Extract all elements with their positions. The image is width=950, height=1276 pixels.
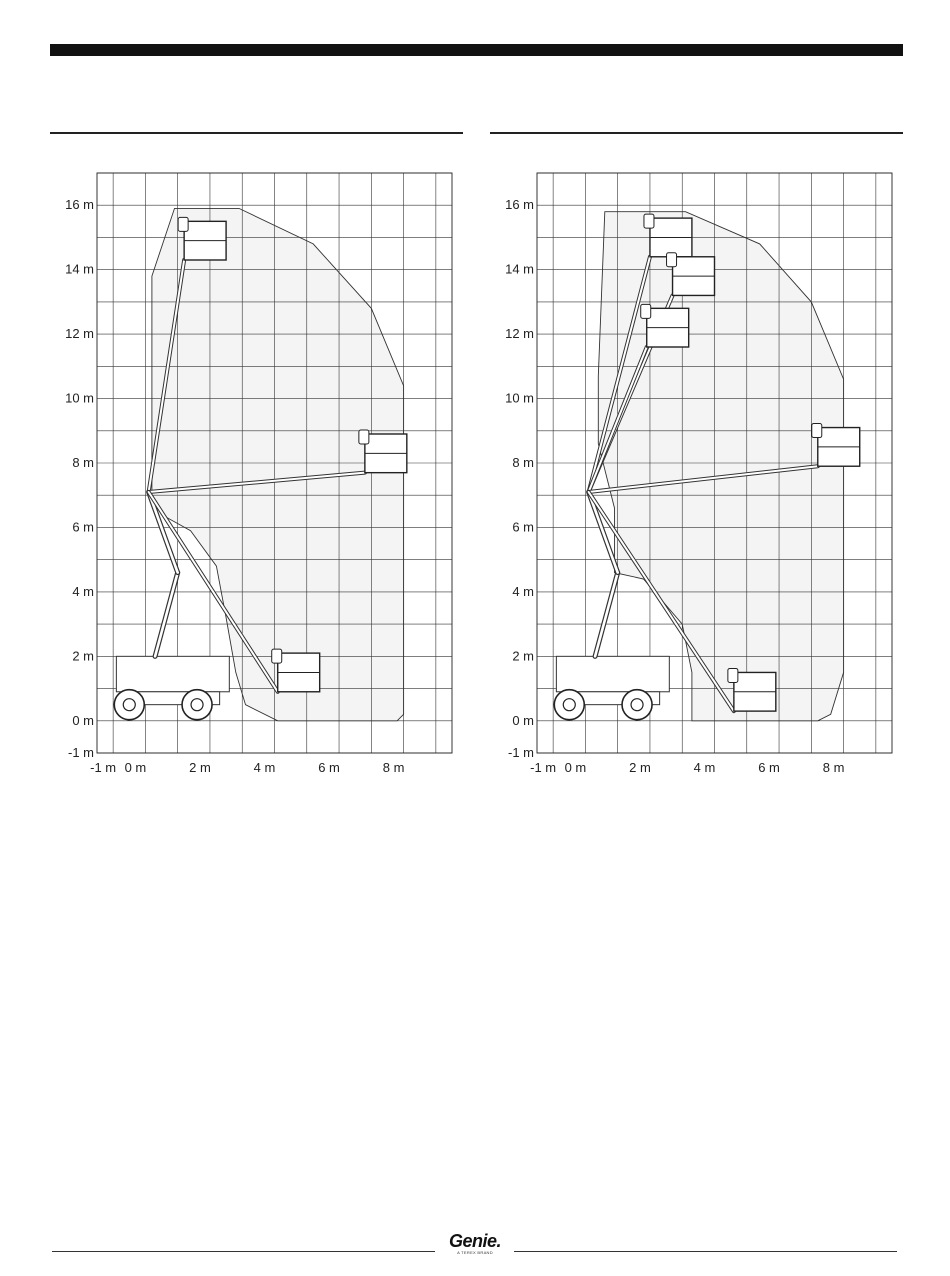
platform-basket [641,304,689,347]
x-tick-label: -1 m [530,760,557,775]
chassis-body [556,656,669,691]
header-bar [50,44,903,56]
x-tick-label: 6 m [318,760,340,775]
footer-rule-right [514,1251,897,1252]
y-tick-label: 2 m [512,648,534,664]
riser-arm-inner [595,573,618,657]
x-tick-label: 2 m [629,760,651,775]
logo-wordmark: Genie. [448,1231,502,1251]
section-rule-right [490,132,903,134]
x-tick-label: -1 m [90,760,117,775]
x-tick-label: 4 m [693,760,716,775]
y-tick-label: 6 m [512,519,534,535]
x-tick-label: 8 m [822,760,845,775]
platform-basket [728,668,776,711]
platform-basket [644,214,692,257]
chassis-body [116,656,229,691]
range-diagram-svg [490,160,930,800]
wheel-hub [191,699,203,711]
lift-chassis [554,656,669,719]
platform-basket [272,649,320,692]
y-tick-label: 16 m [65,197,94,213]
y-tick-label: 0 m [512,712,534,728]
y-tick-label: 8 m [512,455,534,470]
operator-figure [641,304,651,318]
y-tick-label: -1 m [508,745,534,760]
y-tick-label: 4 m [512,583,534,599]
section-rule-left [50,132,463,134]
operator-figure [728,668,738,682]
operator-figure [667,253,677,267]
lift-chassis [114,656,229,719]
y-tick-label: 16 m [505,197,534,213]
platform-basket [667,253,715,296]
logo-tagline: A TEREX BRAND [457,1250,493,1255]
x-tick-label: 2 m [189,760,211,775]
footer-rule-left [52,1251,435,1252]
x-tick-label: 8 m [382,760,405,775]
y-tick-label: 14 m [505,261,534,277]
platform-basket [812,424,860,467]
wheel-hub [123,699,135,711]
y-tick-label: -1 m [68,745,94,760]
y-tick-label: 12 m [65,326,94,342]
y-tick-label: 0 m [72,712,94,728]
x-tick-label: 0 m [564,760,587,775]
operator-figure [644,214,654,228]
operator-figure [272,649,282,663]
y-tick-label: 14 m [65,261,94,277]
range-diagram-svg [50,160,490,800]
riser-arm-inner [155,573,178,657]
y-tick-label: 10 m [505,390,534,406]
genie-logo [440,1232,510,1262]
x-tick-label: 0 m [124,760,147,775]
platform-basket [178,217,226,260]
x-tick-label: 6 m [758,760,780,775]
working-range-chart-right [490,160,930,800]
operator-figure [359,430,369,444]
working-range-chart-left [50,160,490,800]
y-tick-label: 12 m [505,326,534,342]
y-tick-label: 6 m [72,519,94,535]
platform-basket [359,430,407,473]
wheel-hub [563,699,575,711]
wheel-hub [631,699,643,711]
x-tick-label: 4 m [253,760,276,775]
y-tick-label: 2 m [72,648,94,664]
y-tick-label: 8 m [72,455,94,470]
operator-figure [178,217,188,231]
operator-figure [812,424,822,438]
y-tick-label: 4 m [72,583,94,599]
y-tick-label: 10 m [65,390,94,406]
